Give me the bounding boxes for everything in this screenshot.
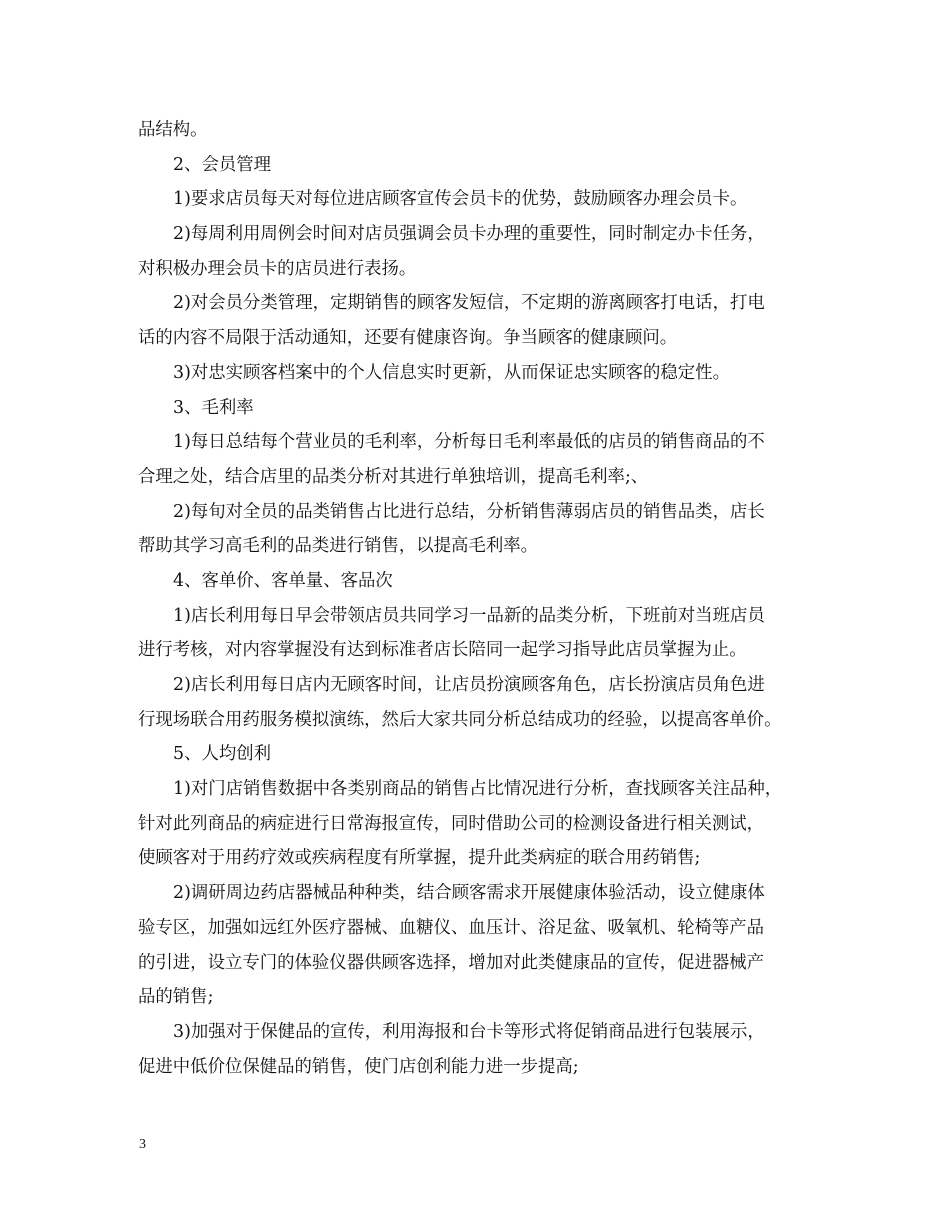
text-line: 2)调研周边药店器械品种种类，结合顾客需求开展健康体验活动，设立健康体 <box>173 883 765 904</box>
text-line: 1)对门店销售数据中各类别商品的销售占比情况进行分析，查找顾客关注品种， <box>173 779 783 800</box>
text-line: 帮助其学习高毛利的品类进行销售，以提高毛利率。 <box>138 536 538 557</box>
text-line: 2、会员管理 <box>173 154 272 175</box>
text-line: 2)每周利用周例会时间对店员强调会员卡办理的重要性，同时制定办卡任务， <box>173 224 765 245</box>
text-line: 合理之处，结合店里的品类分析对其进行单独培训，提高毛利率;、 <box>138 466 649 487</box>
text-line: 1)要求店员每天对每位进店顾客宣传会员卡的优势，鼓励顾客办理会员卡。 <box>173 189 748 210</box>
text-line: 3)对忠实顾客档案中的个人信息实时更新，从而保证忠实顾客的稳定性。 <box>173 362 730 383</box>
text-line: 验专区，加强如远红外医疗器械、血糖仪、血压计、浴足盆、吸氧机、轮椅等产品 <box>138 917 765 938</box>
text-line: 2)每旬对全员的品类销售占比进行总结，分析销售薄弱店员的销售品类，店长 <box>173 501 765 522</box>
text-line: 品的销售; <box>138 987 214 1008</box>
text-line: 4、客单价、客单量、客品次 <box>173 570 393 591</box>
text-line: 进行考核，对内容掌握没有达到标准者店长陪同一起学习指导此店员掌握为止。 <box>138 640 747 661</box>
text-line: 对积极办理会员卡的店员进行表扬。 <box>138 258 417 279</box>
text-line: 3、毛利率 <box>173 397 254 418</box>
text-line: 3)加强对于保健品的宣传，利用海报和台卡等形式将促销商品进行包装展示， <box>173 1021 765 1042</box>
text-line: 促进中低价位保健品的销售，使门店创利能力进一步提高; <box>138 1056 579 1077</box>
text-line: 行现场联合用药服务模拟演练，然后大家共同分析总结成功的经验，以提高客单价。 <box>138 709 782 730</box>
page-number: 3 <box>139 1137 146 1152</box>
text-line: 2)对会员分类管理，定期销售的顾客发短信，不定期的游离顾客打电话，打电 <box>173 293 765 314</box>
text-line: 品结构。 <box>138 120 208 140</box>
text-line: 1)店长利用每日早会带领店员共同学习一品新的品类分析，下班前对当班店员 <box>173 605 765 626</box>
text-line: 使顾客对于用药疗效或疾病程度有所掌握，提升此类病症的联合用药销售; <box>138 848 701 869</box>
text-line: 1)每日总结每个营业员的毛利率，分析每日毛利率最低的店员的销售商品的不 <box>173 432 765 453</box>
text-line: 针对此列商品的病症进行日常海报宣传，同时借助公司的检测设备进行相关测试， <box>138 813 765 834</box>
text-line: 5、人均创利 <box>173 744 272 765</box>
text-line: 话的内容不局限于活动通知，还要有健康咨询。争当顾客的健康顾问。 <box>138 328 678 349</box>
text-line: 2)店长利用每日店内无顾客时间，让店员扮演顾客角色，店长扮演店员角色进 <box>173 675 765 695</box>
body-text <box>138 113 810 1084</box>
text-line: 的引进，设立专门的体验仪器供顾客选择，增加对此类健康品的宣传，促进器械产 <box>138 952 765 973</box>
